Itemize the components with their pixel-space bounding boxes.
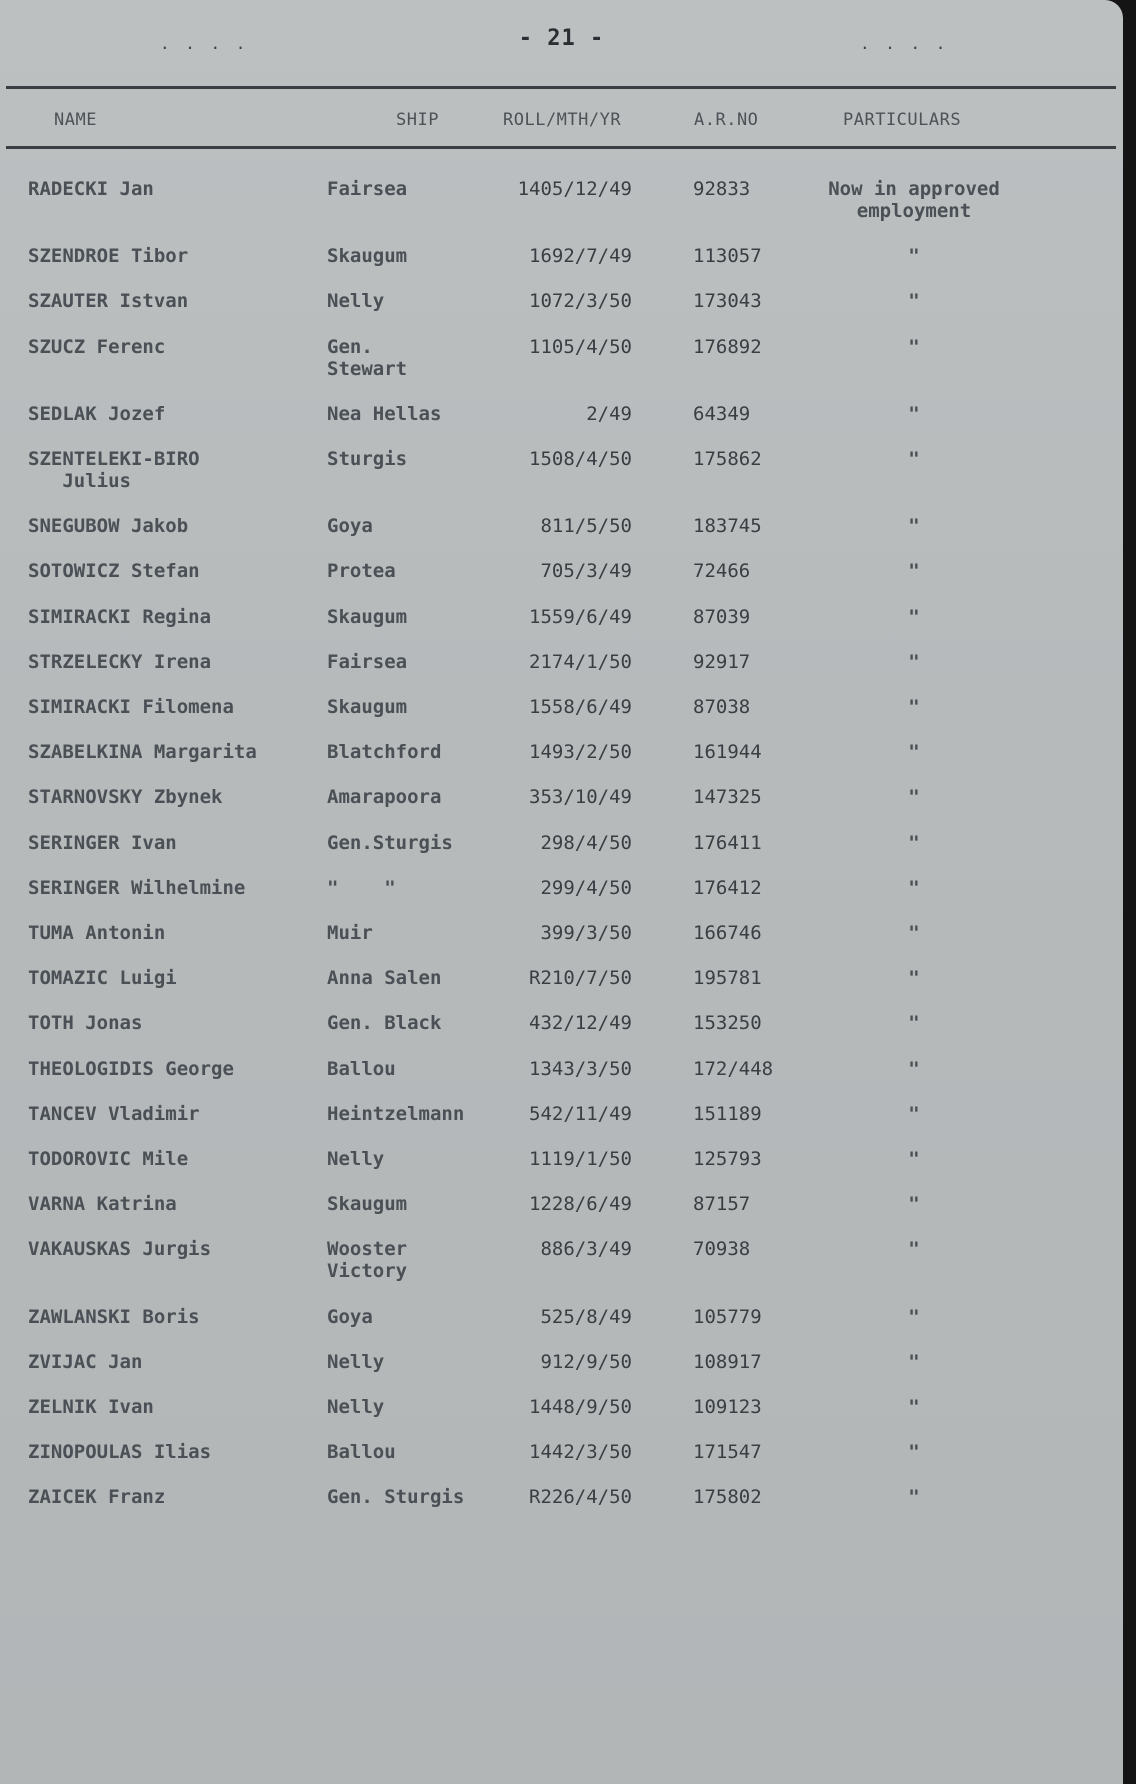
ship-name: Nelly <box>327 290 385 313</box>
page-number: - 21 - <box>518 26 605 51</box>
particulars: " <box>908 1350 920 1373</box>
ship-name: Skaugum <box>327 1193 408 1216</box>
particulars: " <box>908 515 920 538</box>
person-name: ZINOPOULAS Ilias <box>28 1441 212 1464</box>
particulars: " <box>908 696 920 718</box>
particulars: " <box>908 1148 920 1170</box>
particulars: Now in approved employment <box>828 178 1000 222</box>
roll-month-year: 432/12/49 <box>529 1012 632 1035</box>
particulars: " <box>908 831 920 854</box>
particulars: " <box>908 1057 920 1080</box>
person-name: SNEGUBOW Jakob <box>28 515 189 538</box>
column-header-roll: ROLL/MTH/YR <box>503 110 622 130</box>
ar-number: 87039 <box>693 605 751 628</box>
roll-month-year: 1448/9/50 <box>529 1396 632 1418</box>
person-name: ZELNIK Ivan <box>28 1396 154 1418</box>
roll-month-year: 1558/6/49 <box>529 696 632 718</box>
roll-month-year: 399/3/50 <box>540 922 632 944</box>
ar-number: 176892 <box>693 335 762 358</box>
particulars: " <box>908 335 920 358</box>
person-name: SERINGER Wilhelmine <box>28 876 246 899</box>
roll-month-year: 298/4/50 <box>540 831 632 854</box>
particulars: " <box>908 1193 920 1216</box>
roll-month-year: 1493/2/50 <box>529 741 632 764</box>
ar-number: 195781 <box>693 967 762 990</box>
particulars: " <box>908 605 920 628</box>
roll-month-year: 353/10/49 <box>529 786 632 809</box>
ship-name: Nea Hellas <box>327 402 442 425</box>
roll-month-year: R226/4/50 <box>529 1486 632 1509</box>
roll-month-year: R210/7/50 <box>529 967 632 990</box>
ar-number: 92833 <box>693 178 751 200</box>
roll-month-year: 1559/6/49 <box>529 605 632 628</box>
ship-name: Muir <box>327 922 373 944</box>
particulars: " <box>908 290 920 313</box>
ship-name: Nelly <box>327 1148 385 1170</box>
person-name: SIMIRACKI Regina <box>28 605 212 628</box>
ar-number: 151189 <box>693 1102 762 1125</box>
person-name: SEDLAK Jozef <box>28 402 166 425</box>
ship-name: Gen.Sturgis <box>327 831 453 854</box>
header-rule-bottom <box>6 146 1116 149</box>
particulars: " <box>908 1396 920 1418</box>
particulars: " <box>908 1012 920 1035</box>
ship-name: Ballou <box>327 1441 396 1464</box>
ar-number: 87157 <box>693 1193 751 1216</box>
ship-name: Nelly <box>327 1350 385 1373</box>
ship-name: Wooster Victory <box>327 1238 408 1283</box>
person-name: SZUCZ Ferenc <box>28 335 166 358</box>
roll-month-year: 1508/4/50 <box>529 448 632 470</box>
particulars: " <box>908 967 920 990</box>
ship-name: " " <box>327 876 396 899</box>
roll-month-year: 886/3/49 <box>540 1238 632 1261</box>
column-header-particulars: PARTICULARS <box>843 110 962 130</box>
roll-month-year: 1119/1/50 <box>529 1148 632 1170</box>
person-name: ZVIJAC Jan <box>28 1350 143 1373</box>
column-header-name: NAME <box>54 110 97 130</box>
person-name: SOTOWICZ Stefan <box>28 560 200 583</box>
roll-month-year: 811/5/50 <box>540 515 632 538</box>
roll-month-year: 2174/1/50 <box>529 650 632 673</box>
ar-number: 166746 <box>693 922 762 944</box>
roll-month-year: 1228/6/49 <box>529 1193 632 1216</box>
particulars: " <box>908 402 920 425</box>
roll-month-year: 1442/3/50 <box>529 1441 632 1464</box>
roll-month-year: 1692/7/49 <box>529 245 632 268</box>
roll-month-year: 1072/3/50 <box>529 290 632 313</box>
roll-month-year: 542/11/49 <box>529 1102 632 1125</box>
ship-name: Gen. Stewart <box>327 335 408 380</box>
ar-number: 176411 <box>693 831 762 854</box>
person-name: TODOROVIC Mile <box>28 1148 189 1170</box>
ship-name: Anna Salen <box>327 967 442 990</box>
person-name: TOTH Jonas <box>28 1012 143 1035</box>
person-name: TANCEV Vladimir <box>28 1102 200 1125</box>
person-name: TUMA Antonin <box>28 922 166 944</box>
ar-number: 105779 <box>693 1305 762 1328</box>
particulars: " <box>908 876 920 899</box>
ship-name: Heintzelmann <box>327 1102 465 1125</box>
person-name: SZENTELEKI-BIRO Julius <box>28 448 200 492</box>
particulars: " <box>908 448 920 470</box>
ar-number: 109123 <box>693 1396 762 1418</box>
header-rule-top <box>6 86 1116 89</box>
top-right-marks: . . . . <box>860 34 949 53</box>
particulars: " <box>908 1486 920 1509</box>
ship-name: Goya <box>327 1305 373 1328</box>
person-name: ZAICEK Franz <box>28 1486 166 1509</box>
ar-number: 64349 <box>693 402 751 425</box>
ar-number: 183745 <box>693 515 762 538</box>
column-header-ship: SHIP <box>396 110 439 130</box>
ship-name: Goya <box>327 515 373 538</box>
particulars: " <box>908 741 920 764</box>
person-name: SIMIRACKI Filomena <box>28 696 234 718</box>
ar-number: 173043 <box>693 290 762 313</box>
ar-number: 176412 <box>693 876 762 899</box>
person-name: THEOLOGIDIS George <box>28 1057 234 1080</box>
ship-name: Gen. Black <box>327 1012 442 1035</box>
ar-number: 92917 <box>693 650 751 673</box>
roll-month-year: 299/4/50 <box>540 876 632 899</box>
ship-name: Fairsea <box>327 178 408 200</box>
ship-name: Protea <box>327 560 396 583</box>
person-name: VARNA Katrina <box>28 1193 177 1216</box>
ship-name: Fairsea <box>327 650 408 673</box>
ship-name: Amarapoora <box>327 786 442 809</box>
ar-number: 113057 <box>693 245 762 268</box>
column-header-ar-no: A.R.NO <box>694 110 759 130</box>
ar-number: 161944 <box>693 741 762 764</box>
ar-number: 175862 <box>693 448 762 470</box>
ship-name: Ballou <box>327 1057 396 1080</box>
person-name: SZENDROE Tibor <box>28 245 189 268</box>
person-name: ZAWLANSKI Boris <box>28 1305 200 1328</box>
person-name: VAKAUSKAS Jurgis <box>28 1238 212 1261</box>
particulars: " <box>908 786 920 809</box>
ar-number: 72466 <box>693 560 751 583</box>
ship-name: Skaugum <box>327 696 408 718</box>
person-name: SZAUTER Istvan <box>28 290 189 313</box>
ar-number: 147325 <box>693 786 762 809</box>
roll-month-year: 1105/4/50 <box>529 335 632 358</box>
person-name: SZABELKINA Margarita <box>28 741 257 764</box>
ship-name: Gen. Sturgis <box>327 1486 465 1509</box>
person-name: STRZELECKY Irena <box>28 650 212 673</box>
top-left-marks: . . . . <box>160 34 249 53</box>
ship-name: Skaugum <box>327 605 408 628</box>
ar-number: 175802 <box>693 1486 762 1509</box>
roll-month-year: 525/8/49 <box>540 1305 632 1328</box>
ship-name: Nelly <box>327 1396 385 1418</box>
roll-month-year: 1343/3/50 <box>529 1057 632 1080</box>
ar-number: 153250 <box>693 1012 762 1035</box>
ar-number: 125793 <box>693 1148 762 1170</box>
ship-name: Sturgis <box>327 448 408 470</box>
ar-number: 171547 <box>693 1441 762 1464</box>
roll-month-year: 2/49 <box>586 402 632 425</box>
ar-number: 108917 <box>693 1350 762 1373</box>
person-name: RADECKI Jan <box>28 178 154 200</box>
ship-name: Skaugum <box>327 245 408 268</box>
particulars: " <box>908 1441 920 1464</box>
particulars: " <box>908 245 920 268</box>
particulars: " <box>908 1238 920 1261</box>
person-name: SERINGER Ivan <box>28 831 177 854</box>
roll-month-year: 1405/12/49 <box>517 178 632 200</box>
ship-name: Blatchford <box>327 741 442 764</box>
particulars: " <box>908 1102 920 1125</box>
particulars: " <box>908 922 920 944</box>
particulars: " <box>908 1305 920 1328</box>
person-name: STARNOVSKY Zbynek <box>28 786 223 809</box>
ar-number: 87038 <box>693 696 751 718</box>
roll-month-year: 912/9/50 <box>540 1350 632 1373</box>
ar-number: 70938 <box>693 1238 751 1261</box>
particulars: " <box>908 560 920 583</box>
roll-month-year: 705/3/49 <box>540 560 632 583</box>
person-name: TOMAZIC Luigi <box>28 967 177 990</box>
particulars: " <box>908 650 920 673</box>
ar-number: 172/448 <box>693 1057 774 1080</box>
